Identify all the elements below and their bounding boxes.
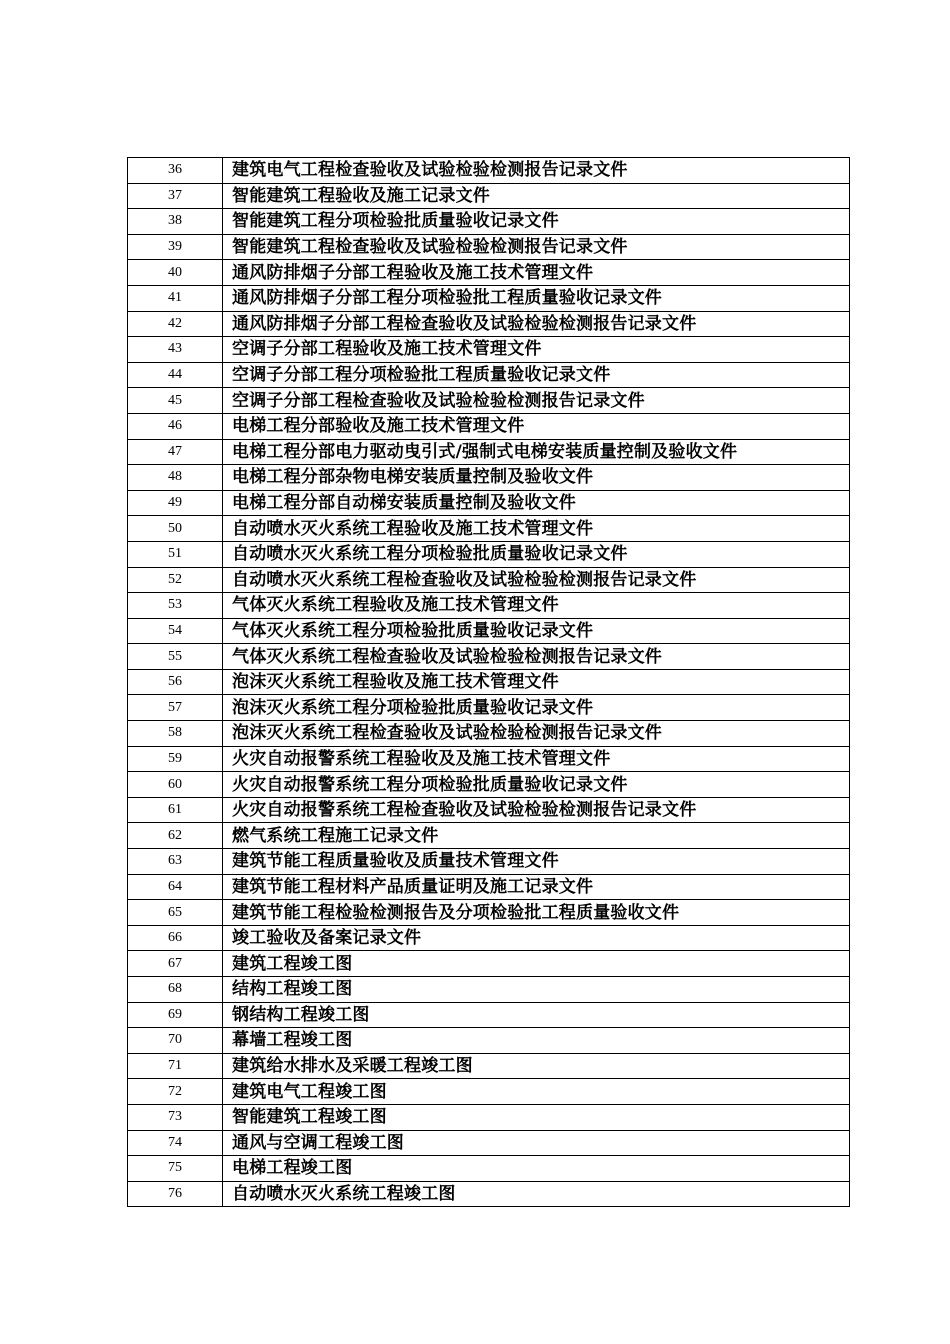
document-title-cell: 智能建筑工程竣工图 <box>223 1104 850 1130</box>
document-title-cell: 结构工程竣工图 <box>223 977 850 1003</box>
row-number-cell: 48 <box>128 465 223 491</box>
document-title-cell: 钢结构工程竣工图 <box>223 1002 850 1028</box>
document-title-cell: 建筑节能工程材料产品质量证明及施工记录文件 <box>223 874 850 900</box>
table-row <box>128 362 850 388</box>
table-row <box>128 695 850 721</box>
row-number-cell: 61 <box>128 797 223 823</box>
row-number-cell: 63 <box>128 849 223 875</box>
document-title-cell: 泡沫灭火系统工程分项检验批质量验收记录文件 <box>223 695 850 721</box>
document-title-cell: 建筑给水排水及采暖工程竣工图 <box>223 1053 850 1079</box>
row-number-cell: 46 <box>128 413 223 439</box>
row-number-cell: 74 <box>128 1130 223 1156</box>
table-row <box>128 541 850 567</box>
table-row <box>128 618 850 644</box>
document-title-cell: 通风与空调工程竣工图 <box>223 1130 850 1156</box>
table-row <box>128 234 850 260</box>
row-number-cell: 45 <box>128 388 223 414</box>
row-number-cell: 54 <box>128 618 223 644</box>
row-number-cell: 44 <box>128 362 223 388</box>
row-number-cell: 57 <box>128 695 223 721</box>
row-number-cell: 76 <box>128 1181 223 1207</box>
table-body <box>128 158 850 1207</box>
document-title-cell: 空调子分部工程验收及施工技术管理文件 <box>223 337 850 363</box>
document-title-cell: 智能建筑工程分项检验批质量验收记录文件 <box>223 209 850 235</box>
table-row <box>128 260 850 286</box>
row-number-cell: 39 <box>128 234 223 260</box>
document-title-cell: 气体灭火系统工程分项检验批质量验收记录文件 <box>223 618 850 644</box>
table-row <box>128 337 850 363</box>
document-title-cell: 竣工验收及备案记录文件 <box>223 925 850 951</box>
table-row <box>128 1181 850 1207</box>
table-row <box>128 183 850 209</box>
document-title-cell: 电梯工程竣工图 <box>223 1156 850 1182</box>
row-number-cell: 65 <box>128 900 223 926</box>
row-number-cell: 37 <box>128 183 223 209</box>
document-title-cell: 电梯工程分部验收及施工技术管理文件 <box>223 413 850 439</box>
document-title-cell: 空调子分部工程分项检验批工程质量验收记录文件 <box>223 362 850 388</box>
row-number-cell: 66 <box>128 925 223 951</box>
table-row <box>128 797 850 823</box>
table-row <box>128 1079 850 1105</box>
row-number-cell: 42 <box>128 311 223 337</box>
row-number-cell: 69 <box>128 1002 223 1028</box>
document-title-cell: 空调子分部工程检查验收及试验检验检测报告记录文件 <box>223 388 850 414</box>
document-title-cell: 幕墙工程竣工图 <box>223 1028 850 1054</box>
row-number-cell: 43 <box>128 337 223 363</box>
row-number-cell: 64 <box>128 874 223 900</box>
document-title-cell: 气体灭火系统工程检查验收及试验检验检测报告记录文件 <box>223 644 850 670</box>
document-title-cell: 建筑电气工程检查验收及试验检验检测报告记录文件 <box>223 158 850 184</box>
document-title-cell: 气体灭火系统工程验收及施工技术管理文件 <box>223 593 850 619</box>
table-row <box>128 977 850 1003</box>
table-row <box>128 1156 850 1182</box>
document-title-cell: 泡沫灭火系统工程验收及施工技术管理文件 <box>223 669 850 695</box>
table-row <box>128 849 850 875</box>
document-title-cell: 火灾自动报警系统工程分项检验批质量验收记录文件 <box>223 772 850 798</box>
table-row <box>128 721 850 747</box>
row-number-cell: 47 <box>128 439 223 465</box>
row-number-cell: 72 <box>128 1079 223 1105</box>
table-row <box>128 490 850 516</box>
row-number-cell: 67 <box>128 951 223 977</box>
document-title-cell: 电梯工程分部杂物电梯安装质量控制及验收文件 <box>223 465 850 491</box>
row-number-cell: 71 <box>128 1053 223 1079</box>
document-title-cell: 建筑电气工程竣工图 <box>223 1079 850 1105</box>
table-row <box>128 925 850 951</box>
document-title-cell: 泡沫灭火系统工程检查验收及试验检验检测报告记录文件 <box>223 721 850 747</box>
table-row <box>128 158 850 184</box>
table-row <box>128 772 850 798</box>
document-title-cell: 建筑节能工程检验检测报告及分项检验批工程质量验收文件 <box>223 900 850 926</box>
table-row <box>128 900 850 926</box>
table-row <box>128 285 850 311</box>
table-row <box>128 823 850 849</box>
document-title-cell: 自动喷水灭火系统工程验收及施工技术管理文件 <box>223 516 850 542</box>
document-title-cell: 建筑节能工程质量验收及质量技术管理文件 <box>223 849 850 875</box>
document-title-cell: 通风防排烟子分部工程验收及施工技术管理文件 <box>223 260 850 286</box>
table-row <box>128 567 850 593</box>
document-title-cell: 火灾自动报警系统工程验收及及施工技术管理文件 <box>223 746 850 772</box>
row-number-cell: 53 <box>128 593 223 619</box>
row-number-cell: 36 <box>128 158 223 184</box>
row-number-cell: 52 <box>128 567 223 593</box>
row-number-cell: 56 <box>128 669 223 695</box>
document-title-cell: 通风防排烟子分部工程检查验收及试验检验检测报告记录文件 <box>223 311 850 337</box>
row-number-cell: 40 <box>128 260 223 286</box>
row-number-cell: 38 <box>128 209 223 235</box>
document-title-cell: 自动喷水灭火系统工程竣工图 <box>223 1181 850 1207</box>
row-number-cell: 60 <box>128 772 223 798</box>
row-number-cell: 59 <box>128 746 223 772</box>
row-number-cell: 75 <box>128 1156 223 1182</box>
table-row <box>128 593 850 619</box>
document-title-cell: 自动喷水灭火系统工程检查验收及试验检验检测报告记录文件 <box>223 567 850 593</box>
table-row <box>128 1130 850 1156</box>
row-number-cell: 73 <box>128 1104 223 1130</box>
row-number-cell: 41 <box>128 285 223 311</box>
table-row <box>128 1104 850 1130</box>
document-title-cell: 自动喷水灭火系统工程分项检验批质量验收记录文件 <box>223 541 850 567</box>
document-title-cell: 建筑工程竣工图 <box>223 951 850 977</box>
table-row <box>128 413 850 439</box>
document-title-cell: 通风防排烟子分部工程分项检验批工程质量验收记录文件 <box>223 285 850 311</box>
row-number-cell: 68 <box>128 977 223 1003</box>
row-number-cell: 51 <box>128 541 223 567</box>
table-row <box>128 1053 850 1079</box>
table-row <box>128 1002 850 1028</box>
row-number-cell: 58 <box>128 721 223 747</box>
table-row <box>128 516 850 542</box>
row-number-cell: 50 <box>128 516 223 542</box>
table-row <box>128 209 850 235</box>
document-title-cell: 燃气系统工程施工记录文件 <box>223 823 850 849</box>
table-row <box>128 439 850 465</box>
document-title-cell: 电梯工程分部电力驱动曳引式/强制式电梯安装质量控制及验收文件 <box>223 439 850 465</box>
row-number-cell: 70 <box>128 1028 223 1054</box>
document-title-cell: 电梯工程分部自动梯安装质量控制及验收文件 <box>223 490 850 516</box>
table-row <box>128 644 850 670</box>
table-row <box>128 311 850 337</box>
table-row <box>128 669 850 695</box>
table-row <box>128 1028 850 1054</box>
row-number-cell: 62 <box>128 823 223 849</box>
row-number-cell: 49 <box>128 490 223 516</box>
document-title-cell: 火灾自动报警系统工程检查验收及试验检验检测报告记录文件 <box>223 797 850 823</box>
table-row <box>128 388 850 414</box>
table-row <box>128 746 850 772</box>
table-row <box>128 951 850 977</box>
document-title-cell: 智能建筑工程检查验收及试验检验检测报告记录文件 <box>223 234 850 260</box>
table-row <box>128 874 850 900</box>
document-list-table <box>127 157 850 1207</box>
row-number-cell: 55 <box>128 644 223 670</box>
document-title-cell: 智能建筑工程验收及施工记录文件 <box>223 183 850 209</box>
table-row <box>128 465 850 491</box>
